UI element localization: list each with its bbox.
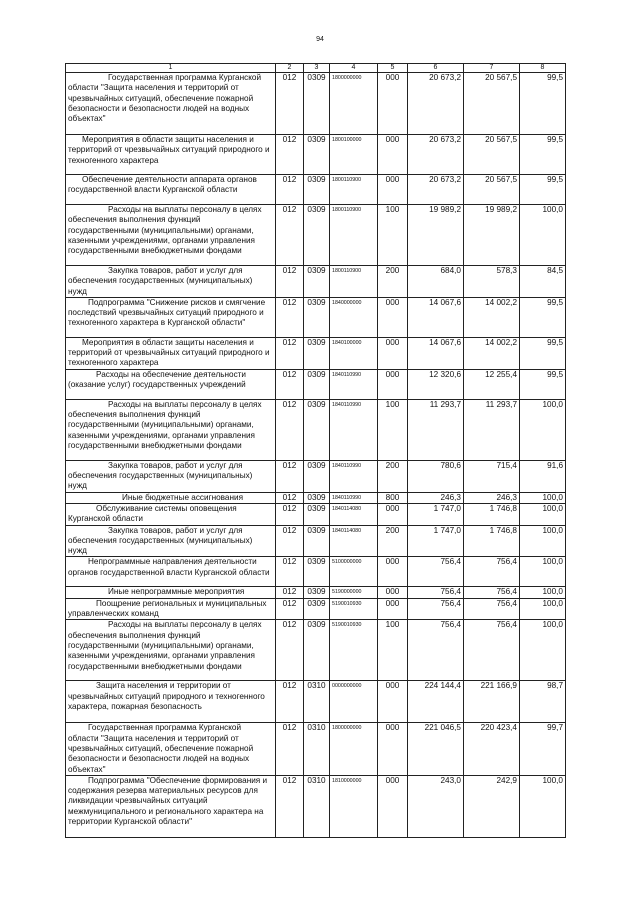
row-planned: 20 673,2	[408, 175, 464, 205]
row-planned: 1 747,0	[408, 503, 464, 525]
row-executed: 756,4	[464, 587, 520, 598]
row-planned: 19 989,2	[408, 205, 464, 266]
row-expense-type: 100	[378, 205, 408, 266]
row-gr: 012	[276, 492, 304, 503]
row-expense-type: 000	[378, 557, 408, 587]
row-executed: 246,3	[464, 492, 520, 503]
row-target-article: 1800110900	[330, 175, 378, 205]
row-target-article: 1840110990	[330, 460, 378, 492]
table-row	[66, 460, 566, 492]
row-expense-type: 000	[378, 369, 408, 399]
row-planned: 14 067,6	[408, 337, 464, 369]
row-name: Расходы на выплаты персоналу в целях обеспечения выполнения функций государственными (муниципальными) органами, казенными учреждениями, органами управления государственными внебюджетными фондами	[66, 620, 276, 681]
row-expense-type: 800	[378, 492, 408, 503]
row-target-article: 1800000000	[330, 723, 378, 775]
table-row	[66, 723, 566, 775]
row-name: Иные непрограммные мероприятия	[66, 587, 276, 598]
row-name: Поощрение региональных и муниципальных управленческих команд	[66, 598, 276, 620]
row-planned: 14 067,6	[408, 297, 464, 337]
row-gr: 012	[276, 587, 304, 598]
row-name: Расходы на выплаты персоналу в целях обеспечения выполнения функций государственными (муниципальными) органами, казенными учреждениями, органами управления государственными внебюджетными фондами	[66, 205, 276, 266]
table-row	[66, 598, 566, 620]
table-row	[66, 681, 566, 723]
row-section: 0309	[304, 297, 330, 337]
table-row	[66, 525, 566, 557]
row-name: Расходы на обеспечение деятельности (оказание услуг) государственных учреждений	[66, 369, 276, 399]
table-row	[66, 620, 566, 681]
row-target-article: 1800100000	[330, 135, 378, 175]
row-executed: 756,4	[464, 620, 520, 681]
row-percent: 91,6	[520, 460, 566, 492]
table-row	[66, 369, 566, 399]
row-gr: 012	[276, 503, 304, 525]
row-target-article: 1840110990	[330, 492, 378, 503]
row-name: Непрограммные направления деятельности органов государственной власти Курганской области	[66, 557, 276, 587]
header-col-7: 7	[464, 64, 520, 73]
row-gr: 012	[276, 681, 304, 723]
row-name: Иные бюджетные ассигнования	[66, 492, 276, 503]
row-gr: 012	[276, 73, 304, 135]
row-planned: 224 144,4	[408, 681, 464, 723]
table-row	[66, 587, 566, 598]
row-section: 0309	[304, 557, 330, 587]
row-section: 0309	[304, 620, 330, 681]
row-planned: 756,4	[408, 557, 464, 587]
row-executed: 242,9	[464, 775, 520, 837]
row-expense-type: 200	[378, 525, 408, 557]
row-planned: 1 747,0	[408, 525, 464, 557]
row-planned: 756,4	[408, 587, 464, 598]
row-percent: 100,0	[520, 620, 566, 681]
row-percent: 99,5	[520, 369, 566, 399]
row-planned: 756,4	[408, 598, 464, 620]
row-target-article: 0000000000	[330, 681, 378, 723]
row-gr: 012	[276, 525, 304, 557]
row-percent: 100,0	[520, 525, 566, 557]
row-expense-type: 000	[378, 775, 408, 837]
row-expense-type: 000	[378, 723, 408, 775]
header-col-6: 6	[408, 64, 464, 73]
row-expense-type: 200	[378, 460, 408, 492]
row-executed: 12 255,4	[464, 369, 520, 399]
row-executed: 14 002,2	[464, 337, 520, 369]
row-section: 0309	[304, 337, 330, 369]
row-expense-type: 000	[378, 297, 408, 337]
table-row	[66, 492, 566, 503]
row-name: Расходы на выплаты персоналу в целях обеспечения выполнения функций государственными (муниципальными) органами, казенными учреждениями, органами управления государственными внебюджетными фондами	[66, 399, 276, 460]
row-section: 0309	[304, 525, 330, 557]
row-target-article: 1840110990	[330, 369, 378, 399]
row-expense-type: 000	[378, 135, 408, 175]
row-expense-type: 000	[378, 73, 408, 135]
table-body	[66, 73, 566, 838]
row-expense-type: 000	[378, 598, 408, 620]
table-row	[66, 503, 566, 525]
row-executed: 20 567,5	[464, 175, 520, 205]
row-section: 0309	[304, 73, 330, 135]
row-section: 0309	[304, 460, 330, 492]
row-percent: 84,5	[520, 266, 566, 298]
row-percent: 99,5	[520, 135, 566, 175]
row-percent: 100,0	[520, 587, 566, 598]
table-row	[66, 135, 566, 175]
header-row	[66, 64, 566, 73]
row-name: Закупка товаров, работ и услуг для обеспечения государственных (муниципальных) нужд	[66, 460, 276, 492]
row-percent: 99,5	[520, 337, 566, 369]
row-gr: 012	[276, 205, 304, 266]
row-percent: 99,5	[520, 175, 566, 205]
row-gr: 012	[276, 557, 304, 587]
header-col-4: 4	[330, 64, 378, 73]
row-percent: 99,5	[520, 73, 566, 135]
row-target-article: 1840000000	[330, 297, 378, 337]
row-planned: 20 673,2	[408, 73, 464, 135]
row-planned: 246,3	[408, 492, 464, 503]
row-name: Закупка товаров, работ и услуг для обеспечения государственных (муниципальных) нужд	[66, 525, 276, 557]
row-executed: 20 567,5	[464, 73, 520, 135]
row-name: Подпрограмма "Обеспечение формирования и содержания резерва материальных ресурсов для ликвидации чрезвычайных ситуаций межмуниципального и регионального характера на территории Курганской области"	[66, 775, 276, 837]
row-executed: 20 567,5	[464, 135, 520, 175]
header-col-1: 1	[66, 64, 276, 73]
row-percent: 99,7	[520, 723, 566, 775]
row-name: Мероприятия в области защиты населения и территорий от чрезвычайных ситуаций природного и техногенного характера	[66, 337, 276, 369]
row-section: 0309	[304, 598, 330, 620]
row-planned: 12 320,6	[408, 369, 464, 399]
row-target-article: 1810000000	[330, 775, 378, 837]
table-row	[66, 775, 566, 837]
row-gr: 012	[276, 598, 304, 620]
row-gr: 012	[276, 297, 304, 337]
row-target-article: 1800000000	[330, 73, 378, 135]
page-number: 94	[316, 36, 324, 43]
row-executed: 1 746,8	[464, 503, 520, 525]
table-row	[66, 337, 566, 369]
row-executed: 19 989,2	[464, 205, 520, 266]
row-target-article: 1840110990	[330, 399, 378, 460]
row-executed: 715,4	[464, 460, 520, 492]
row-section: 0309	[304, 135, 330, 175]
header-col-5: 5	[378, 64, 408, 73]
row-section: 0309	[304, 369, 330, 399]
row-percent: 100,0	[520, 492, 566, 503]
row-expense-type: 000	[378, 503, 408, 525]
row-name: Подпрограмма "Снижение рисков и смягчение последствий чрезвычайных ситуаций природного и техногенного характера в Курганской области"	[66, 297, 276, 337]
row-executed: 756,4	[464, 557, 520, 587]
row-gr: 012	[276, 620, 304, 681]
row-gr: 012	[276, 175, 304, 205]
budget-table	[65, 63, 566, 838]
row-gr: 012	[276, 266, 304, 298]
table-row	[66, 205, 566, 266]
row-gr: 012	[276, 399, 304, 460]
row-percent: 100,0	[520, 399, 566, 460]
row-section: 0309	[304, 175, 330, 205]
row-executed: 1 746,8	[464, 525, 520, 557]
row-percent: 100,0	[520, 503, 566, 525]
row-planned: 756,4	[408, 620, 464, 681]
row-target-article: 5100000000	[330, 557, 378, 587]
table-row	[66, 297, 566, 337]
header-col-3: 3	[304, 64, 330, 73]
table-row	[66, 266, 566, 298]
row-expense-type: 000	[378, 587, 408, 598]
row-gr: 012	[276, 369, 304, 399]
row-expense-type: 000	[378, 681, 408, 723]
row-name: Закупка товаров, работ и услуг для обеспечения государственных (муниципальных) нужд	[66, 266, 276, 298]
row-expense-type: 000	[378, 175, 408, 205]
row-executed: 220 423,4	[464, 723, 520, 775]
row-section: 0310	[304, 775, 330, 837]
row-gr: 012	[276, 775, 304, 837]
row-executed: 14 002,2	[464, 297, 520, 337]
row-name: Мероприятия в области защиты населения и территорий от чрезвычайных ситуаций природного и техногенного характера	[66, 135, 276, 175]
row-target-article: 1800110900	[330, 205, 378, 266]
row-planned: 11 293,7	[408, 399, 464, 460]
row-planned: 20 673,2	[408, 135, 464, 175]
row-target-article: 1840114080	[330, 525, 378, 557]
row-section: 0309	[304, 587, 330, 598]
row-expense-type: 100	[378, 620, 408, 681]
row-gr: 012	[276, 460, 304, 492]
row-planned: 684,0	[408, 266, 464, 298]
row-planned: 243,0	[408, 775, 464, 837]
row-section: 0310	[304, 723, 330, 775]
row-section: 0309	[304, 399, 330, 460]
row-name: Защита населения и территории от чрезвычайных ситуаций природного и техногенного характера, пожарная безопасность	[66, 681, 276, 723]
row-section: 0310	[304, 681, 330, 723]
row-percent: 98,7	[520, 681, 566, 723]
row-expense-type: 000	[378, 337, 408, 369]
row-section: 0309	[304, 205, 330, 266]
row-expense-type: 100	[378, 399, 408, 460]
row-planned: 221 046,5	[408, 723, 464, 775]
row-target-article: 5190010930	[330, 620, 378, 681]
row-percent: 100,0	[520, 205, 566, 266]
row-name: Государственная программа Курганской области "Защита населения и территорий от чрезвычайных ситуаций, обеспечение пожарной безопасности и безопасности людей на водных объектах"	[66, 723, 276, 775]
row-name: Обслуживание системы оповещения Курганской области	[66, 503, 276, 525]
row-target-article: 5190000000	[330, 587, 378, 598]
row-percent: 100,0	[520, 557, 566, 587]
row-target-article: 1840100000	[330, 337, 378, 369]
table-row	[66, 73, 566, 135]
row-target-article: 1840114080	[330, 503, 378, 525]
row-executed: 11 293,7	[464, 399, 520, 460]
row-target-article: 5190010930	[330, 598, 378, 620]
row-gr: 012	[276, 723, 304, 775]
row-section: 0309	[304, 503, 330, 525]
header-col-8: 8	[520, 64, 566, 73]
row-name: Обеспечение деятельности аппарата органов государственной власти Курганской области	[66, 175, 276, 205]
row-name: Государственная программа Курганской области "Защита населения и территорий от чрезвычайных ситуаций, обеспечение пожарной безопасности и безопасности людей на водных объектах"	[66, 73, 276, 135]
table-row	[66, 557, 566, 587]
row-planned: 780,6	[408, 460, 464, 492]
row-section: 0309	[304, 492, 330, 503]
row-section: 0309	[304, 266, 330, 298]
row-percent: 100,0	[520, 598, 566, 620]
table-row	[66, 399, 566, 460]
row-executed: 756,4	[464, 598, 520, 620]
row-target-article: 1800110900	[330, 266, 378, 298]
row-percent: 100,0	[520, 775, 566, 837]
row-gr: 012	[276, 135, 304, 175]
row-gr: 012	[276, 337, 304, 369]
row-executed: 578,3	[464, 266, 520, 298]
row-percent: 99,5	[520, 297, 566, 337]
table-row	[66, 175, 566, 205]
row-executed: 221 166,9	[464, 681, 520, 723]
header-col-2: 2	[276, 64, 304, 73]
row-expense-type: 200	[378, 266, 408, 298]
